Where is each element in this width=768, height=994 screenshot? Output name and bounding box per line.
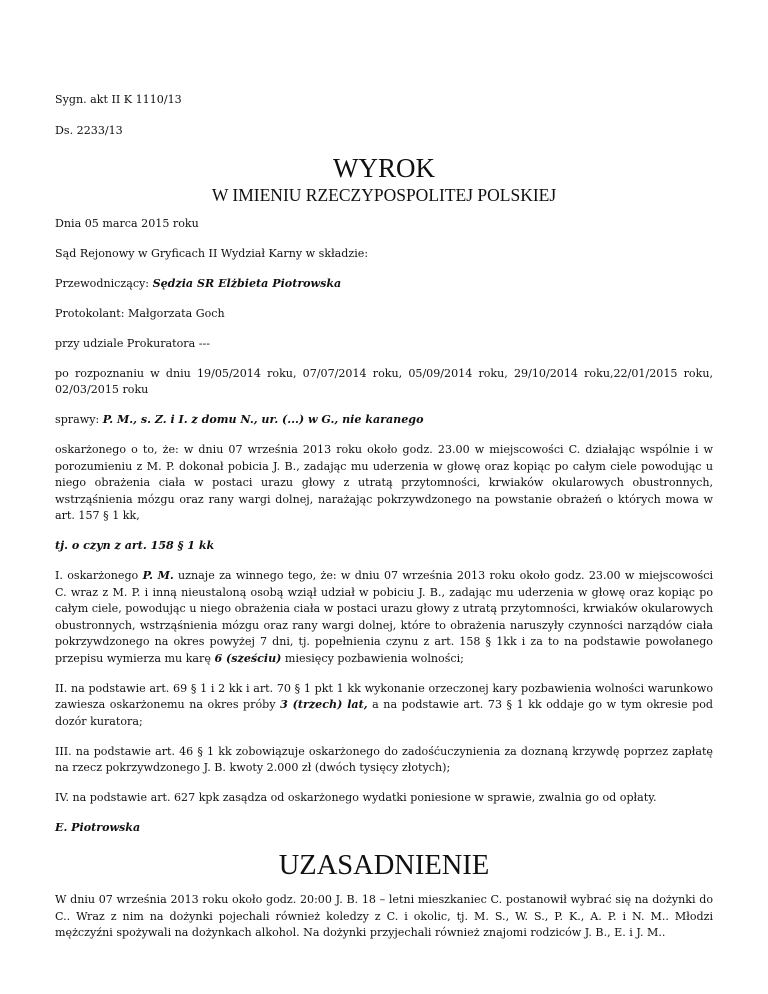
presiding-label: Przewodniczący: <box>55 276 153 290</box>
date-line: Dnia 05 marca 2015 roku <box>55 216 199 230</box>
ds-number: Ds. 2233/13 <box>55 123 123 137</box>
hearing-dates: po rozpoznaniu w dniu 19/05/2014 roku, 07/07/2014 roku, 05/09/2014 roku, 29/10/2014 roku,22/01/2015 roku, 02/03/2015 roku <box>55 366 713 396</box>
presiding-line <box>55 276 713 293</box>
justification-title: UZASADNIENIE <box>278 850 490 881</box>
verdict-point-4: IV. na podstawie art. 627 kpk zasądza od oskarżonego wydatki poniesione w sprawie, zwalnia go od opłaty. <box>55 791 657 804</box>
verdict-point-2 <box>55 681 713 731</box>
document-subtitle: W IMIENIU RZECZYPOSPOLITEJ POLSKIEJ <box>211 184 557 205</box>
prosecutor-line: przy udziale Prokuratora --- <box>55 336 210 350</box>
verdict-1-penalty: 6 (sześciu) <box>214 651 282 665</box>
clerk-line: Protokolant: Małgorzata Goch <box>55 306 225 320</box>
case-label: sprawy: <box>55 413 103 426</box>
verdict-1-end: miesięcy pozbawienia wolności; <box>281 651 464 665</box>
charge-article: tj. o czyn z art. 158 § 1 kk <box>55 539 215 552</box>
presiding-name: Sędzia SR Elżbieta Piotrowska <box>152 276 342 290</box>
case-defendant: P. M., s. Z. i I. z domu N., ur. (...) w G., nie karanego <box>102 413 424 426</box>
verdict-2-term: 3 (trzech) lat, <box>280 698 368 711</box>
verdict-1-defendant: P. M. <box>142 569 174 582</box>
justification-paragraph: W dniu 07 września 2013 roku około godz. 20:00 J. B. 18 – letni mieszkaniec C. postanowił wybrać się na dożynki do C.. Wraz z nim na dożynki pojechali również koledzy z C. i okolic, tj. M. S., W. S., P. K., A. P. i N. M.. Młodzi mężczyźni spożywali na dożynkach alkohol. Na dożynki przyjechali również znajomi rodziców J. B., E. i J. M.. <box>55 893 713 939</box>
judge-signature: E. Piotrowska <box>55 821 141 834</box>
case-line <box>55 412 713 429</box>
court-line: Sąd Rejonowy w Gryficach II Wydział Karny w składzie: <box>55 246 369 260</box>
verdict-point-3: III. na podstawie art. 46 § 1 kk zobowiązuje oskarżonego do zadośćuczynienia za doznaną krzywdę poprzez zapłatę na rzecz pokrzywdzonego J. B. kwoty 2.000 zł (dwóch tysięcy złotych); <box>55 744 713 774</box>
verdict-2-intro: II. na podstawie art. 69 § 1 i 2 kk i art. 70 § 1 pkt 1 kk wykonanie orzeczonej kary pozbawienia wolności warunkowo zawiesza oskarżonemu na okres próby <box>55 681 713 711</box>
verdict-2-end: a na podstawie art. 73 § 1 kk oddaje go w tym okresie pod dozór kuratora; <box>55 698 713 728</box>
document-title: WYROK <box>333 152 435 183</box>
verdict-1-intro: I. oskarżonego <box>55 569 143 582</box>
case-signature: Sygn. akt II K 1110/13 <box>55 93 182 106</box>
verdict-1-body: uznaje za winnego tego, że: w dniu 07 września 2013 roku około godz. 23.00 w miejscowości C. wraz z M. P. i inną nieustaloną osobą wziął udział w pobiciu J. B., zadając mu uderzenia w głowę oraz kopiąc po całym ciele, powodując u niego obrażenia ciała w postaci urazu głowy z utratą przytomności, krwiaków okularowych obustronnych, wstrząśnienia mózgu oraz rany wargi dolnej, które to obrażenia naruszyły czynności narządów ciała pokrzywdzonego na okres powyżej 7 dni, tj. popełnienia czynu z art. 158 § 1kk i za to na podstawie powołanego przepisu wymierza mu karę <box>55 569 713 665</box>
charge-paragraph: oskarżonego o to, że: w dniu 07 września 2013 roku około godz. 23.00 w miejscowości C. działając wspólnie i w porozumieniu z M. P. dokonał pobicia J. B., zadając mu uderzenia w głowę oraz kopiąc po całym ciele powodując u niego obrażenia ciała w postaci urazu głowy z utratą przytomności, krwiaków okularowych obustronnych, wstrząśnienia mózgu oraz rany wargi dolnej, narażając pokrzywdzonego na powstanie obrażeń o których mowa w art. 157 § 1 kk, <box>55 443 713 522</box>
verdict-point-1 <box>55 568 713 667</box>
